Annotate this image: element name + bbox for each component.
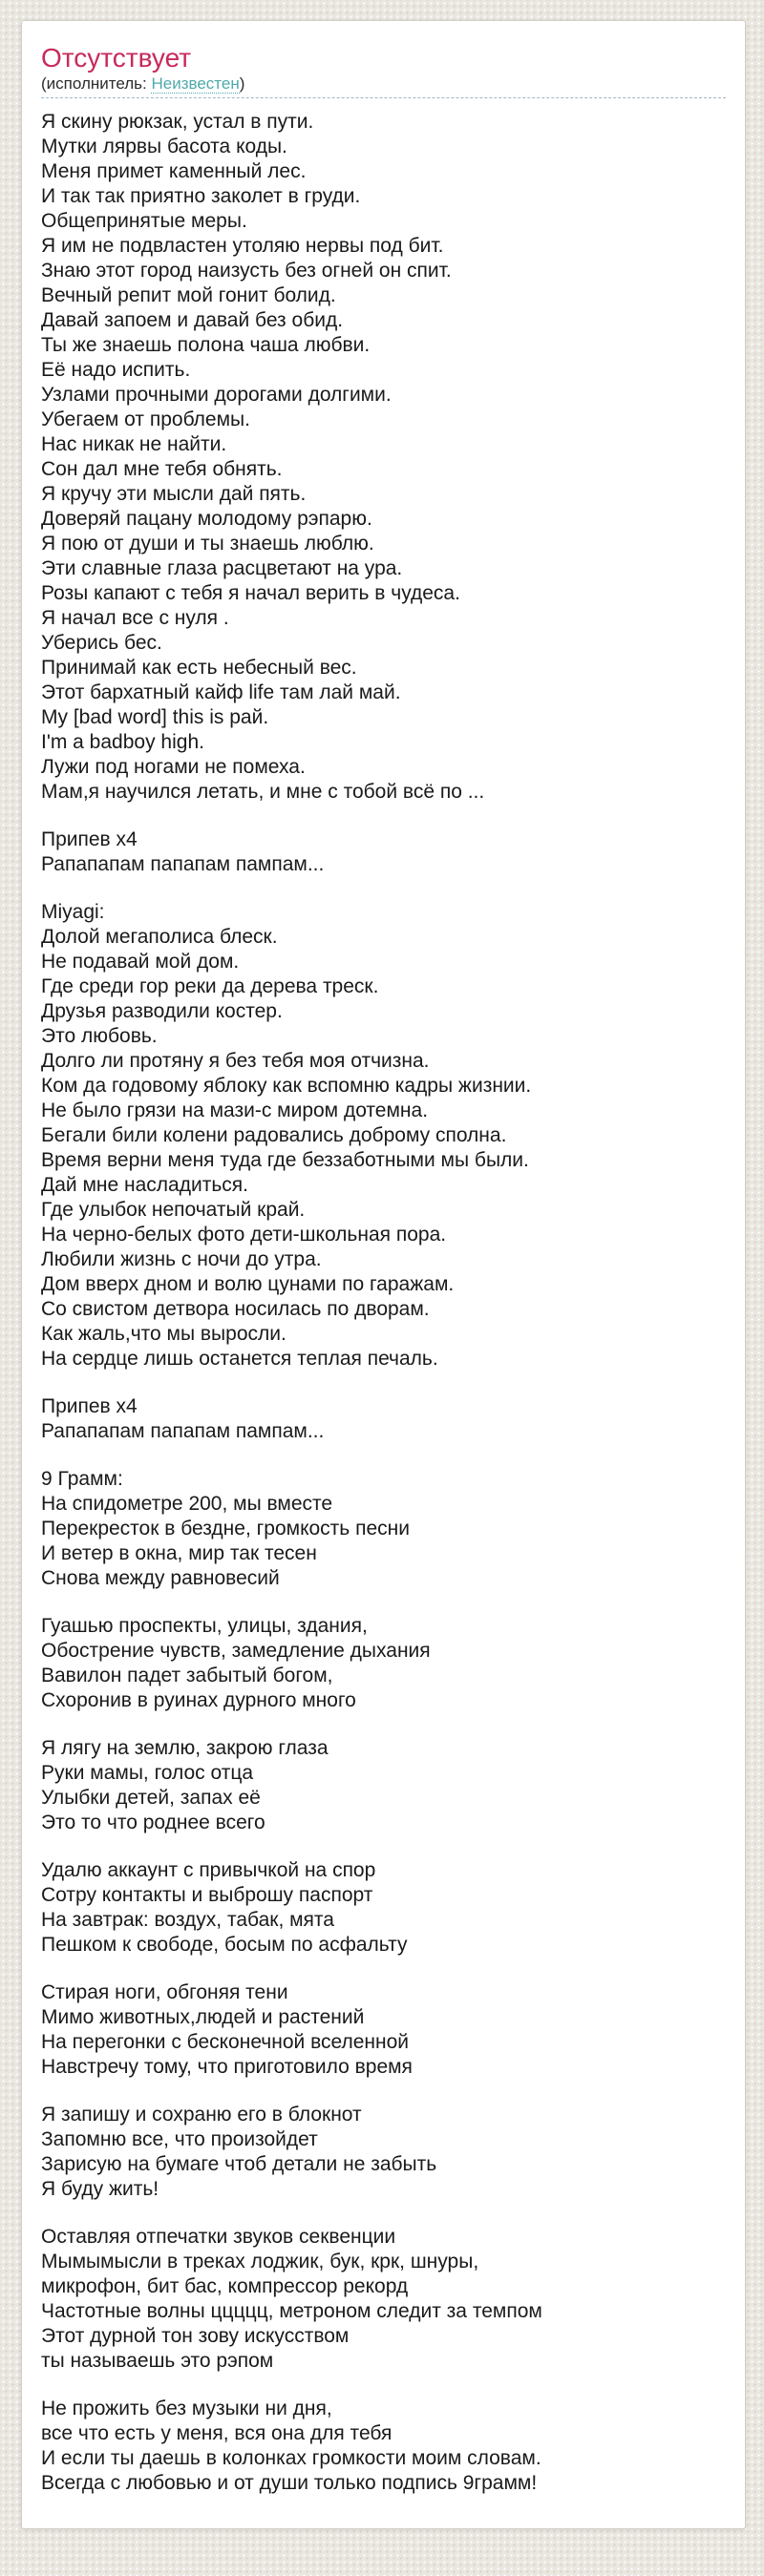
lyric-line: Лужи под ногами не помеха. [41,756,306,778]
lyric-line: 9 Грамм: [41,1468,123,1490]
lyric-line: Перекресток в бездне, громкость песни [41,1518,410,1539]
lyric-line: Нас никак не найти. [41,433,227,455]
lyric-line: Друзья разводили костер. [41,1000,283,1022]
lyrics-card [21,20,746,2529]
lyric-line: Мам,я научился летать, и мне с тобой всё по ... [41,781,485,803]
lyric-line: Припев x4 [41,828,138,850]
lyric-line: Обострение чувств, замедление дыхания [41,1640,431,1662]
stanza [41,1858,726,1958]
lyric-line: Эти славные глаза расцветают на ура. [41,557,403,579]
lyric-line: Убегаем от проблемы. [41,408,250,430]
lyric-line: Навстречу тому, что приготовило время [41,2056,413,2078]
lyric-line: Я лягу на землю, закрою глаза [41,1737,329,1759]
lyric-line: Схоронив в руинах дурного много [41,1689,356,1711]
lyric-line: Со свистом детвора носилась по дворам. [41,1298,430,1320]
lyric-line: Я начал все с нуля . [41,607,229,629]
lyric-line: Это то что роднее всего [41,1812,265,1833]
lyric-line: Знаю этот город наизусть без огней он спит. [41,260,452,282]
lyric-line: Мимо животных,людей и растений [41,2006,365,2028]
lyric-line: микрофон, бит бас, компрессор рекорд [41,2275,409,2297]
lyric-line: все что есть у меня, вся она для тебя [41,2422,393,2444]
song-title: Отсутствует [41,43,192,73]
lyric-line: Этот бархатный кайф life там лай май. [41,681,401,703]
stanza [41,110,726,805]
lyric-line: Дай мне насладиться. [41,1174,248,1196]
lyric-line: И так так приятно заколет в груди. [41,185,361,207]
lyric-line: Рапапапам папапам пампам... [41,1420,325,1442]
lyric-line: На перегонки с бесконечной вселенной [41,2031,410,2053]
lyric-line: Не прожить без музыки ни дня, [41,2398,332,2419]
stanza [41,900,726,1372]
song-header [41,44,726,98]
lyric-line: Не подавай мой дом. [41,951,240,973]
lyric-line: Частотные волны ццццц, метроном следит за темпом [41,2300,542,2322]
lyric-line: Долго ли протяну я без тебя моя отчизна. [41,1050,430,1072]
stanza [41,1736,726,1835]
stanza [41,2397,726,2496]
lyric-line: Снова между равновесий [41,1567,280,1589]
lyric-line: My [bad word] this is рай. [41,706,269,728]
lyric-line: Я скину рюкзак, устал в пути. [41,111,314,133]
lyric-line: Припев x4 [41,1395,138,1417]
lyric-line: На спидометре 200, мы вместе [41,1493,333,1515]
lyric-line: Её надо испить. [41,359,191,381]
lyric-line: Как жаль,что мы выросли. [41,1323,286,1345]
artist-link[interactable]: Неизвестен [151,74,240,93]
lyric-line: И если ты даешь в колонках громкости моим словам. [41,2447,541,2469]
lyric-line: Вечный репит мой гонит болид. [41,284,336,306]
stanza [41,1467,726,1591]
lyric-line: Запомню все, что произойдет [41,2128,318,2150]
lyric-line: Общепринятые меры. [41,210,247,232]
lyric-line: I'm a badboy high. [41,731,204,753]
lyric-line: Где среди гор реки да дерева треск. [41,975,379,997]
lyric-line: ты называешь это рэпом [41,2350,274,2372]
lyric-line: Мымымысли в треках лоджик, бук, крк, шнуры, [41,2251,479,2272]
lyric-line: Бегали били колени радовались доброму сполна. [41,1124,507,1146]
lyric-line: Рапапапам папапам пампам... [41,853,325,875]
lyric-line: Мутки лярвы басота коды. [41,136,287,157]
stanza [41,1614,726,1713]
lyrics-text [41,110,726,2496]
lyric-line: Это любовь. [41,1025,158,1047]
lyric-line: Стирая ноги, обгоняя тени [41,1981,288,2003]
lyric-line: Розы капают с тебя я начал верить в чудеса. [41,582,460,604]
artist-label-open: (исполнитель: [41,74,152,93]
stanza [41,1394,726,1444]
lyric-line: Не было грязи на мази-с миром дотемна. [41,1100,429,1121]
lyric-line: Где улыбок непочатый край. [41,1199,306,1221]
lyric-line: Я им не подвластен утоляю нервы под бит. [41,235,444,257]
lyric-line: Я кручу эти мысли дай пять. [41,483,307,505]
lyric-line: Всегда с любовью и от души только подпись 9грамм! [41,2472,538,2494]
lyric-line: Время верни меня туда где беззаботными мы были. [41,1149,529,1171]
lyric-line: Уберись бес. [41,632,162,654]
lyric-line: Пешком к свободе, босым по асфальту [41,1934,408,1956]
lyric-line: Оставляя отпечатки звуков секвенции [41,2226,396,2248]
lyric-line: Долой мегаполиса блеск. [41,926,278,948]
lyric-line: Ты же знаешь полона чаша любви. [41,334,371,356]
stanza [41,2225,726,2374]
lyric-line: Давай запоем и давай без обид. [41,309,344,331]
lyric-line: Сон дал мне тебя обнять. [41,458,283,480]
artist-line [41,74,726,93]
lyric-line: Доверяй пацану молодому рэпарю. [41,508,372,530]
artist-label-close: ) [239,74,245,93]
lyric-line: Я буду жить! [41,2178,159,2200]
lyric-line: И ветер в окна, мир так тесен [41,1542,317,1564]
lyric-line: На сердце лишь останется теплая печаль. [41,1348,438,1370]
lyric-line: Улыбки детей, запах её [41,1787,261,1809]
lyric-line: Этот дурной тон зову искусством [41,2325,350,2347]
lyric-line: Дом вверх дном и волю цунами по гаражам. [41,1273,455,1295]
lyric-line: Меня примет каменный лес. [41,160,307,182]
lyric-line: На черно-белых фото дети-школьная пора. [41,1224,447,1246]
stanza [41,2103,726,2202]
lyric-line: Ком да годовому яблоку как вспомню кадры жизнии. [41,1075,532,1097]
lyric-line: Узлами прочными дорогами долгими. [41,384,392,406]
lyric-line: Вавилон падет забытый богом, [41,1665,333,1686]
lyric-line: Я запишу и сохраню его в блокнот [41,2104,362,2126]
lyric-line: Я пою от души и ты знаешь люблю. [41,533,374,555]
lyric-line: Зарисую на бумаге чтоб детали не забыть [41,2153,437,2175]
lyric-line: Руки мамы, голос отца [41,1762,254,1784]
lyric-line: Сотру контакты и выброшу паспорт [41,1884,373,1906]
lyric-line: Принимай как есть небесный вес. [41,657,357,679]
lyric-line: Любили жизнь с ночи до утра. [41,1248,322,1270]
lyric-line: Miyagi: [41,901,105,923]
stanza [41,827,726,877]
stanza [41,1980,726,2080]
lyric-line: Гуашью проспекты, улицы, здания, [41,1615,368,1637]
lyric-line: Удалю аккаунт с привычкой на спор [41,1859,376,1881]
lyric-line: На завтрак: воздух, табак, мята [41,1909,334,1931]
